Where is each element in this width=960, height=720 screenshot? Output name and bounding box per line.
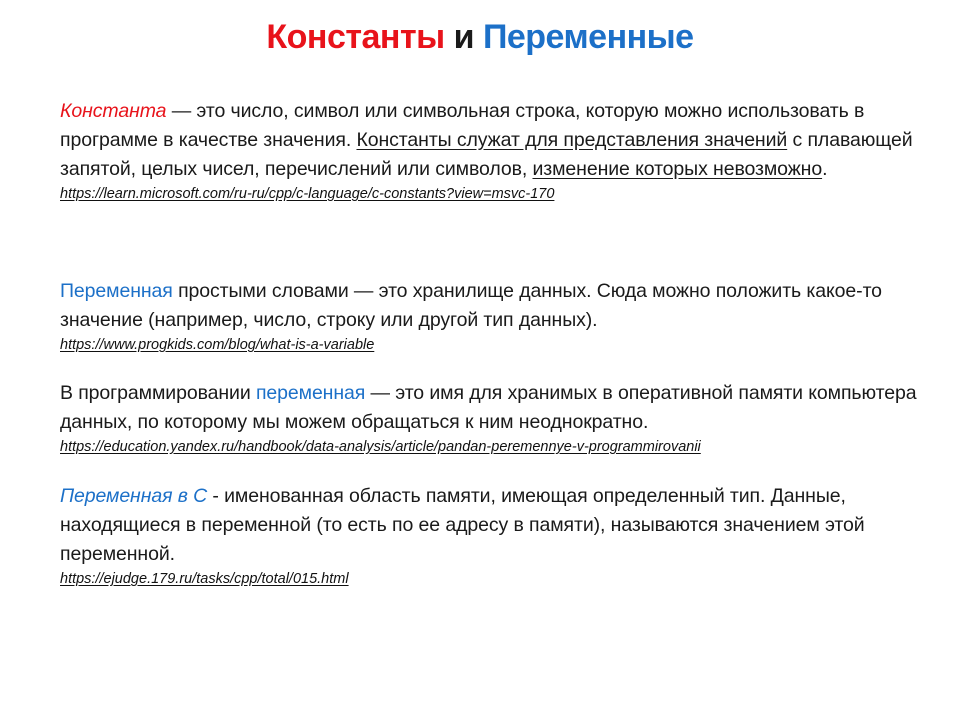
constant-text-3: . [822,158,828,180]
variable-definition-text-3 [60,482,920,569]
constant-definition-text [60,97,920,184]
variable-source-link-2[interactable]: https://education.yandex.ru/handbook/data-analysis/article/pandan-peremennye-v-programmirovanii [60,439,701,455]
variable-text-2b: — это имя для хранимых в оперативной памяти компьютера данных, по которому мы можем обращаться к ним неоднократно. [60,382,917,433]
page-title [0,18,960,57]
variable-term-3: Переменная в С [60,485,208,507]
title-and: и [444,18,483,56]
variable-definition-block-1 [60,277,920,355]
variable-definition-block-3 [60,482,920,589]
constant-text-1: — это число, символ или символьная строка, которую можно использовать в программе в качестве значения. [60,100,865,151]
constant-source-link[interactable]: https://learn.microsoft.com/ru-ru/cpp/c-language/c-constants?view=msvc-170 [60,186,555,202]
title-constants: Константы [266,18,445,56]
variable-text-1: простыми словами — это хранилище данных. Сюда можно положить какое-то значение (например, число, строку или другой тип данных). [60,280,882,331]
constant-underlined-1: Константы служат для представления значений [356,129,788,151]
variable-source-link-1[interactable]: https://www.progkids.com/blog/what-is-a-variable [60,337,375,353]
constant-text-2: с плавающей запятой, целых чисел, перечислений или символов, [60,129,913,180]
variable-text-2a: В программировании [60,382,256,404]
variable-definition-block-2 [60,379,920,457]
title-variables: Переменные [482,18,694,56]
variable-text-3: - именованная область памяти, имеющая определенный тип. Данные, находящиеся в переменной (то есть по ее адресу в памяти), называются значением этой переменной. [60,485,865,565]
variable-definition-text-2 [60,379,920,437]
variable-term-2: переменная [255,382,366,404]
variable-term-1: Переменная [60,280,173,302]
variable-source-link-3[interactable]: https://ejudge.179.ru/tasks/cpp/total/015.html [60,571,349,587]
variable-definition-text-1 [60,277,920,335]
constant-definition-block [60,97,920,204]
constant-underlined-2: изменение которых невозможно [532,158,823,180]
constant-term: Константа [60,100,167,122]
